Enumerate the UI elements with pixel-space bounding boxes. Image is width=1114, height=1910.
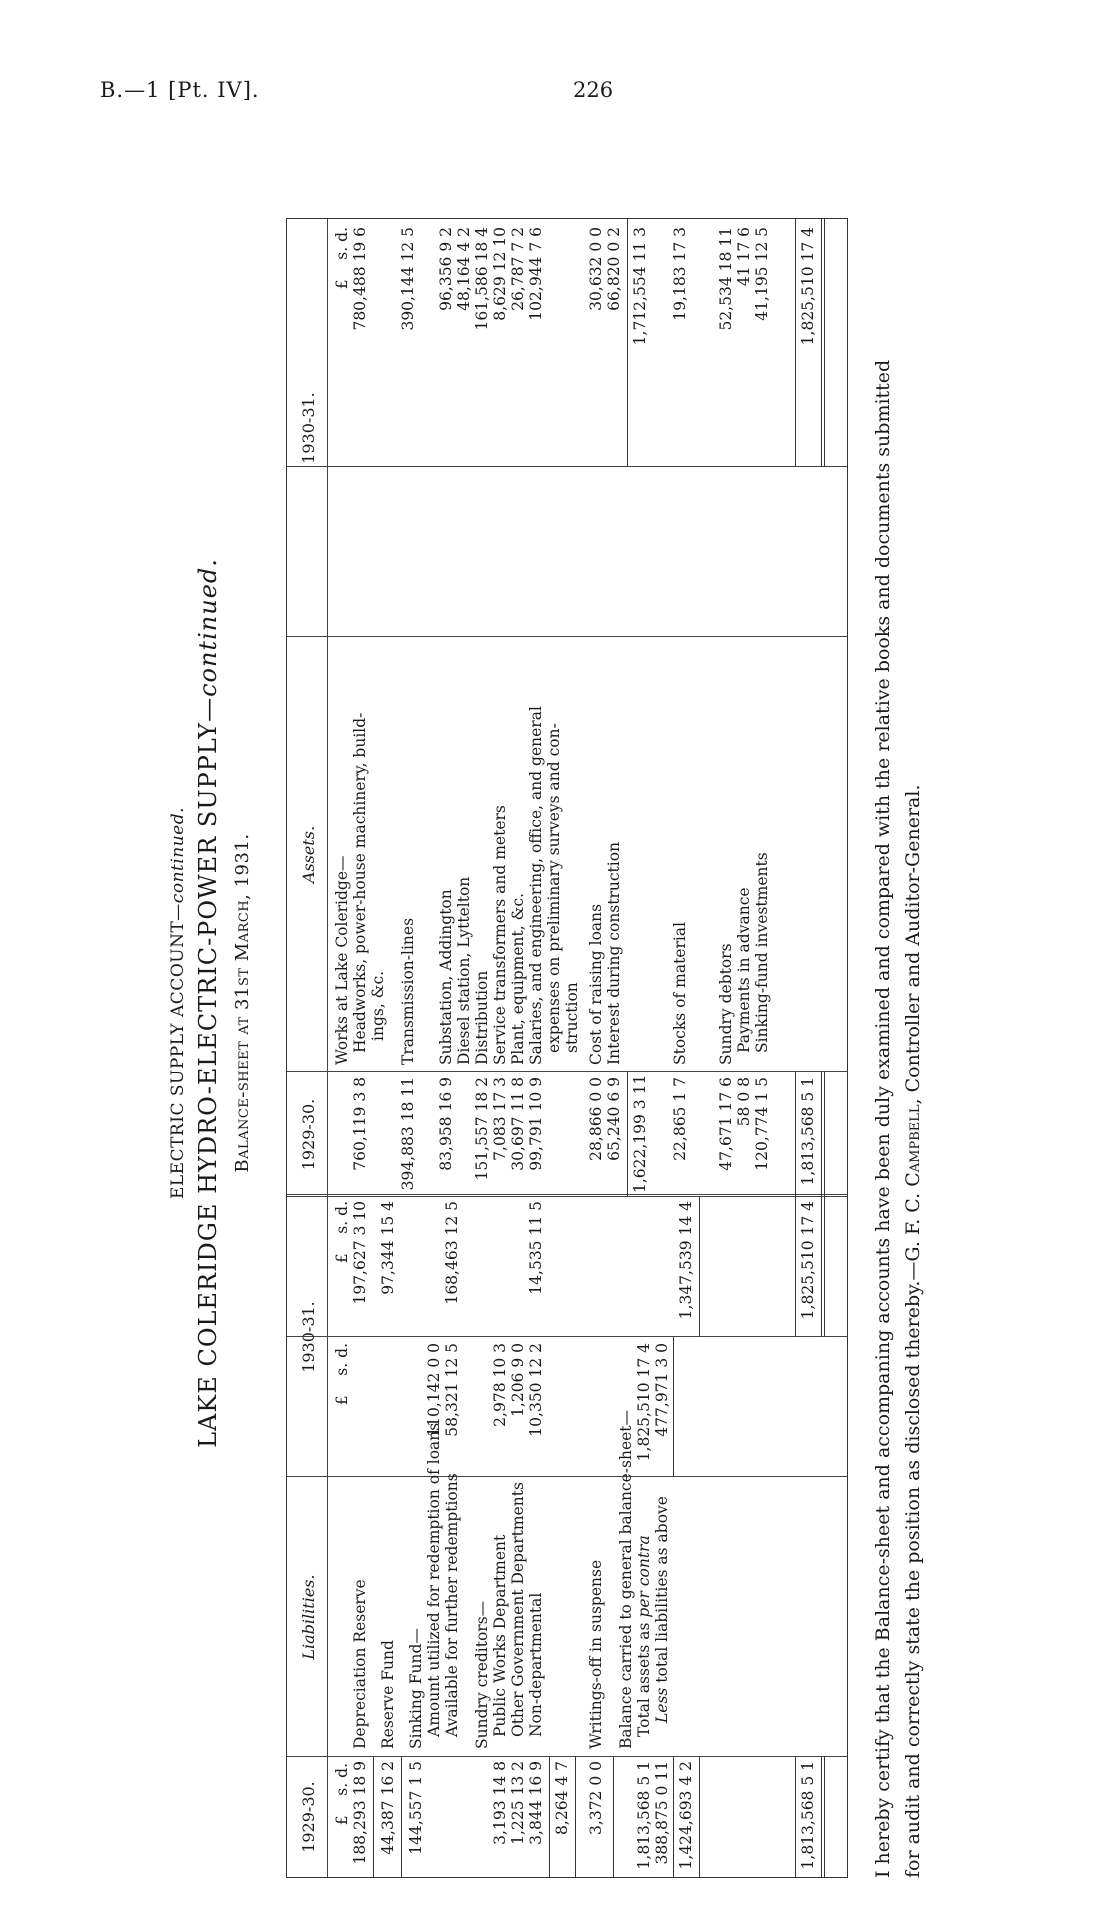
advance-label: Payments in advance [735,887,753,1053]
plant-1930-31: 26,787 7 2 [509,227,527,311]
liabilities-total-1929-30: 1,813,568 5 1 [799,1761,817,1870]
title-block [168,128,288,1878]
interest-1929-30: 65,240 6 9 [605,1077,623,1161]
transmission-1929-30: 394,883 18 11 [399,1077,417,1191]
total-assets-1930-31: 1,825,510 17 4 [635,1343,653,1462]
salaries-1930-31: 102,944 7 6 [527,227,545,321]
stocks-1929-30: 22,865 1 7 [671,1077,689,1161]
debtors-label: Sundry debtors [717,943,735,1065]
total-assets-1929-30: 1,813,568 5 1 [635,1761,653,1870]
sinking-investments-1929-30: 120,774 1 5 [753,1077,771,1171]
currency-header: £ s. d. [333,1763,351,1826]
currency-header: £ s. d. [333,1201,351,1264]
works-sub-label: Headworks, power-house machinery, build- [351,712,369,1053]
distribution-label: Distribution [473,970,491,1065]
works-1930-31: 780,488 19 6 [351,227,369,331]
header-1930-31-liabilities: 1930-31. [299,1301,318,1373]
total-assets-label: Total assets as per contra [635,1535,653,1737]
creditors-ogd-label: Other Government Departments [509,1482,527,1737]
balance-net-1929-30: 1,424,693 4 2 [677,1761,695,1870]
creditors-nd-1929-30: 3,844 16 9 [527,1761,545,1845]
transformers-label: Service transformers and meters [491,805,509,1065]
sinking-fund-1930-31: 168,463 12 5 [443,1201,461,1305]
assets-total-1929-30: 1,813,568 5 1 [799,1077,817,1186]
fixed-assets-subtotal-1929-30: 1,622,199 3 11 [631,1074,649,1193]
plant-label: Plant, equipment, &c. [509,893,527,1065]
creditors-nd-label: Non-departmental [527,1592,545,1737]
less-liabilities-1930-31: 477,971 3 0 [653,1343,671,1437]
transmission-label: Transmission-lines [399,917,417,1065]
creditors-ogd-1929-30: 1,225 13 2 [509,1761,527,1845]
reserve-1929-30: 44,387 16 2 [379,1761,397,1855]
assets-total-1930-31: 1,825,510 17 4 [799,227,817,346]
sinking-fund-1929-30: 144,557 1 5 [407,1761,425,1855]
debtors-1930-31: 52,534 18 11 [717,227,735,331]
sinking-redemption-label: Amount utilized for redemption of loans [425,1422,443,1737]
sinking-available-label: Available for further redemptions [443,1473,461,1737]
sinking-investments-1930-31: 41,195 12 5 [753,227,771,321]
auditor-certificate: I hereby certify that the Balance-sheet and accompaning accounts have been duly examined and compared with the relative books and documents submitted for audit and correctly state the position as disclosed thereby.—G. F. C. Campbell, Controller and Auditor-General. [872,359,924,1878]
page-number: 226 [573,78,614,102]
distribution-1929-30: 151,557 18 2 [473,1077,491,1181]
advance-1929-30: 58 0 8 [735,1077,753,1127]
balance-sheet-table [286,218,848,1878]
interest-label: Interest during construction [605,841,623,1065]
transformers-1930-31: 8,629 12 10 [491,227,509,321]
stocks-1930-31: 19,183 17 3 [671,227,689,321]
transformers-1929-30: 7,083 17 3 [491,1077,509,1161]
header-liabilities: Liabilities. [299,1574,318,1660]
diesel-label: Diesel station, Lyttelton [455,876,473,1065]
transmission-1930-31: 390,144 12 5 [399,227,417,331]
loans-1929-30: 28,866 0 0 [587,1077,605,1161]
stocks-label: Stocks of material [671,921,689,1065]
advance-1930-31: 41 17 6 [735,227,753,287]
salaries-1929-30: 99,791 10 9 [527,1077,545,1171]
currency-header: £ s. d. [333,227,351,290]
salaries-label-2: expenses on preliminary surveys and con- [545,723,563,1053]
substation-1930-31: 96,356 9 2 [437,227,455,311]
creditors-pwd-1930-31: 2,978 10 3 [491,1343,509,1427]
loans-1930-31: 30,632 0 0 [587,227,605,311]
depreciation-1929-30: 188,293 18 9 [351,1761,369,1865]
creditors-total-1930-31: 14,535 11 5 [527,1201,545,1295]
account-title: ELECTRIC SUPPLY ACCOUNT—continued. [168,806,188,1200]
works-sub-label-2: ings, &c. [369,970,387,1041]
plant-1929-30: 30,697 11 8 [509,1077,527,1171]
writings-off-label: Writings-off in suspense [587,1559,605,1749]
supply-title: LAKE COLERIDGE HYDRO-ELECTRIC-POWER SUPPLY—continued. [194,558,222,1448]
depreciation-label: Depreciation Reserve [351,1579,369,1749]
fixed-assets-subtotal-1930-31: 1,712,554 11 3 [631,227,649,346]
depreciation-1930-31: 197,627 3 10 [351,1201,369,1305]
creditors-pwd-label: Public Works Department [491,1534,509,1737]
section-reference: B.—1 [Pt. IV]. [100,78,260,102]
reserve-label: Reserve Fund [379,1640,397,1749]
currency-header: £ s. d. [333,1343,351,1406]
header-assets: Assets. [299,825,318,884]
sinking-fund-label: Sinking Fund— [407,1628,425,1749]
reserve-1930-31: 97,344 15 4 [379,1201,397,1295]
less-liabilities-label: Less total liabilities as above [653,1496,671,1723]
works-1929-30: 760,119 3 8 [351,1077,369,1171]
works-label: Works at Lake Coleridge— [333,855,351,1065]
header-1930-31-assets: 1930-31. [299,392,318,464]
debtors-1929-30: 47,671 17 6 [717,1077,735,1171]
substation-label: Substation, Addington [437,889,455,1065]
sinking-investments-label: Sinking-fund investments [753,852,771,1053]
rotated-page-content [168,128,1028,1878]
balance-label: Balance carried to general balance-sheet— [617,1409,635,1749]
distribution-1930-31: 161,586 18 4 [473,227,491,331]
creditors-nd-1930-31: 10,350 12 2 [527,1343,545,1437]
loans-label: Cost of raising loans [587,903,605,1065]
balance-sheet-title: Balance-sheet at 31st March, 1931. [232,833,253,1173]
liabilities-total-1930-31: 1,825,510 17 4 [799,1201,817,1320]
creditors-total-1929-30: 8,264 4 7 [553,1761,571,1835]
sinking-redemption-value: 110,142 0 0 [425,1343,443,1437]
interest-1930-31: 66,820 0 2 [605,227,623,311]
header-1929-30-assets: 1929-30. [299,1098,318,1171]
salaries-label-3: struction [563,982,581,1053]
diesel-1930-31: 48,164 4 2 [455,227,473,311]
salaries-label: Salaries, and engineering, office, and general [527,706,545,1065]
balance-net-1930-31: 1,347,539 14 4 [677,1201,695,1320]
header-1929-30-liabilities: 1929-30. [299,1781,318,1853]
substation-1929-30: 83,958 16 9 [437,1077,455,1171]
creditors-pwd-1929-30: 3,193 14 8 [491,1761,509,1845]
creditors-ogd-1930-31: 1,206 9 0 [509,1343,527,1417]
writings-off-1929-30: 3,372 0 0 [587,1761,605,1835]
creditors-label: Sundry creditors— [473,1600,491,1749]
less-liabilities-1929-30: 388,875 0 11 [653,1761,671,1865]
sinking-available-value: 58,321 12 5 [443,1343,461,1437]
